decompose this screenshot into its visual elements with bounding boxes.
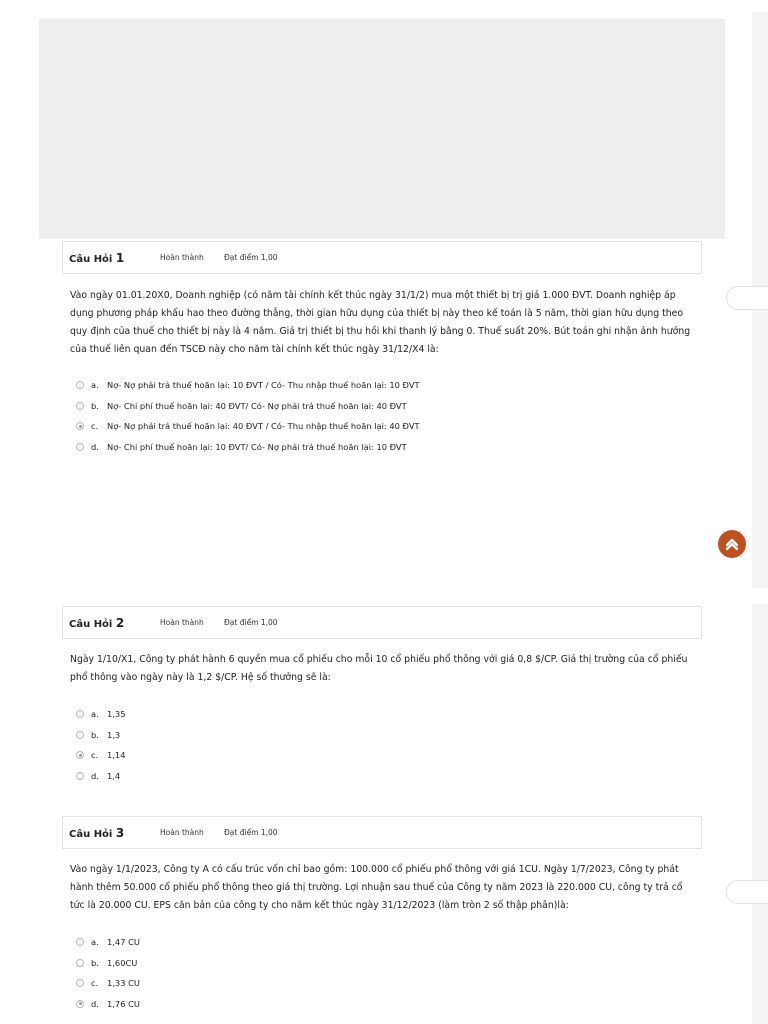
question-text: Vào ngày 1/1/2023, Công ty A có cấu trúc vốn chỉ bao gồm: 100.000 cổ phiếu phổ thông với giá 1CU. Ngày 1/7/2023, Công ty phát hành thêm 50.000 cổ phiếu phổ thông theo giá thị trường. Lợi nhuận sau thuế của Công ty năm 2023 là 220.000 CU, công ty trả cổ tức là 20.000 CU. EPS căn bản của công ty cho năm kết thúc ngày 31/12/2023 (làm tròn 2 số thập phân)là:	[70, 864, 683, 911]
answer-text: Nợ- Chi phí thuế hoãn lại: 40 ĐVT/ Có- Nợ phải trả thuế hoãn lại: 40 ĐVT	[107, 400, 407, 411]
answer-option[interactable]	[76, 994, 140, 1015]
answer-text: Nợ- Nợ phải trả thuế hoãn lại: 10 ĐVT / Có- Thu nhập thuế hoãn lại: 10 ĐVT	[107, 380, 420, 391]
answer-letter: d.	[91, 441, 99, 452]
question-number: Câu Hỏi 2	[69, 616, 125, 630]
answer-text: 1,60CU	[107, 957, 138, 968]
scroll-top-button[interactable]	[718, 530, 746, 558]
answer-option[interactable]	[76, 973, 140, 994]
question-state: Hoàn thành	[160, 828, 204, 837]
question-header	[62, 241, 702, 274]
answer-option[interactable]	[76, 396, 420, 417]
answer-letter: b.	[91, 957, 99, 968]
radio-button[interactable]	[76, 959, 84, 967]
question-grade: Đạt điểm 1,00	[224, 828, 278, 837]
side-drawer-toggle[interactable]	[726, 880, 768, 904]
answer-option[interactable]	[76, 932, 140, 953]
answer-text: 1,33 CU	[107, 978, 140, 989]
answer-text: 1,76 CU	[107, 998, 140, 1009]
radio-button[interactable]	[76, 938, 84, 946]
side-drawer-toggle[interactable]	[726, 286, 768, 310]
question-grade: Đạt điểm 1,00	[224, 253, 278, 262]
answer-letter: c.	[91, 978, 99, 989]
question-header	[62, 606, 702, 639]
question-text: Vào ngày 01.01.20X0, Doanh nghiệp (có năm tài chính kết thúc ngày 31/1/2) mua một thiết bị trị giá 1.000 ĐVT. Doanh nghiệp áp dụng phương pháp khấu hao theo đường thẳng, thời gian hữu dụng của thiết bị này theo kế toán là 5 năm, thời gian hữu dụng theo quy định của thuế cho thiết bị này là 4 năm. Giá trị thiết bị thu hồi khi thanh lý bằng 0. Thuế suất 20%. Bút toán ghi nhận ảnh hưởng của thuế liên quan đến TSCĐ này cho năm tài chính kết thúc ngày 31/12/X4 là:	[70, 290, 691, 355]
answer-text: 1,3	[107, 729, 121, 740]
chevron-up-icon	[724, 536, 740, 552]
answer-letter: d.	[91, 998, 99, 1009]
answer-letter: a.	[91, 937, 99, 948]
question-number: Câu Hỏi 1	[69, 251, 125, 265]
radio-button[interactable]	[76, 772, 84, 780]
answer-option[interactable]	[76, 725, 125, 746]
answer-letter: c.	[91, 750, 99, 761]
question-header	[62, 816, 702, 849]
answer-option[interactable]	[76, 704, 125, 725]
answer-list	[76, 375, 420, 457]
radio-button[interactable]	[76, 443, 84, 451]
radio-button[interactable]	[76, 710, 84, 718]
radio-button[interactable]	[76, 402, 84, 410]
question-state: Hoàn thành	[160, 253, 204, 262]
answer-option[interactable]	[76, 437, 420, 458]
right-side-strip	[752, 604, 768, 1024]
radio-button-selected[interactable]	[76, 751, 84, 759]
answer-letter: c.	[91, 421, 99, 432]
answer-text: 1,14	[107, 750, 126, 761]
answer-text: 1,4	[107, 770, 121, 781]
content-placeholder	[39, 19, 725, 239]
question-number: Câu Hỏi 3	[69, 826, 125, 840]
radio-button[interactable]	[76, 381, 84, 389]
radio-button-selected[interactable]	[76, 422, 84, 430]
answer-list	[76, 932, 140, 1014]
answer-option[interactable]	[76, 745, 125, 766]
answer-letter: a.	[91, 380, 99, 391]
answer-option[interactable]	[76, 953, 140, 974]
answer-text: Nợ- Chi phí thuế hoãn lại: 10 ĐVT/ Có- Nợ phải trả thuế hoãn lại: 10 ĐVT	[107, 441, 407, 452]
question-grade: Đạt điểm 1,00	[224, 618, 278, 627]
answer-option[interactable]	[76, 766, 125, 787]
answer-letter: a.	[91, 709, 99, 720]
question-text: Ngày 1/10/X1, Công ty phát hành 6 quyền mua cổ phiếu cho mỗi 10 cổ phiếu phổ thông với giá 0,8 $/CP. Giá thị trường của cổ phiếu phổ thông vào ngày này là 1,2 $/CP. Hệ số thưởng sẽ là:	[70, 654, 688, 683]
answer-text: 1,47 CU	[107, 937, 140, 948]
answer-letter: b.	[91, 400, 99, 411]
answer-letter: b.	[91, 729, 99, 740]
radio-button-selected[interactable]	[76, 1000, 84, 1008]
answer-list	[76, 704, 125, 786]
radio-button[interactable]	[76, 731, 84, 739]
answer-letter: d.	[91, 770, 99, 781]
answer-option[interactable]	[76, 375, 420, 396]
answer-text: Nợ- Nợ phải trả thuế hoãn lại: 40 ĐVT / Có- Thu nhập thuế hoãn lại: 40 ĐVT	[107, 421, 420, 432]
question-state: Hoàn thành	[160, 618, 204, 627]
answer-option[interactable]	[76, 416, 420, 437]
radio-button[interactable]	[76, 979, 84, 987]
answer-text: 1,35	[107, 709, 126, 720]
